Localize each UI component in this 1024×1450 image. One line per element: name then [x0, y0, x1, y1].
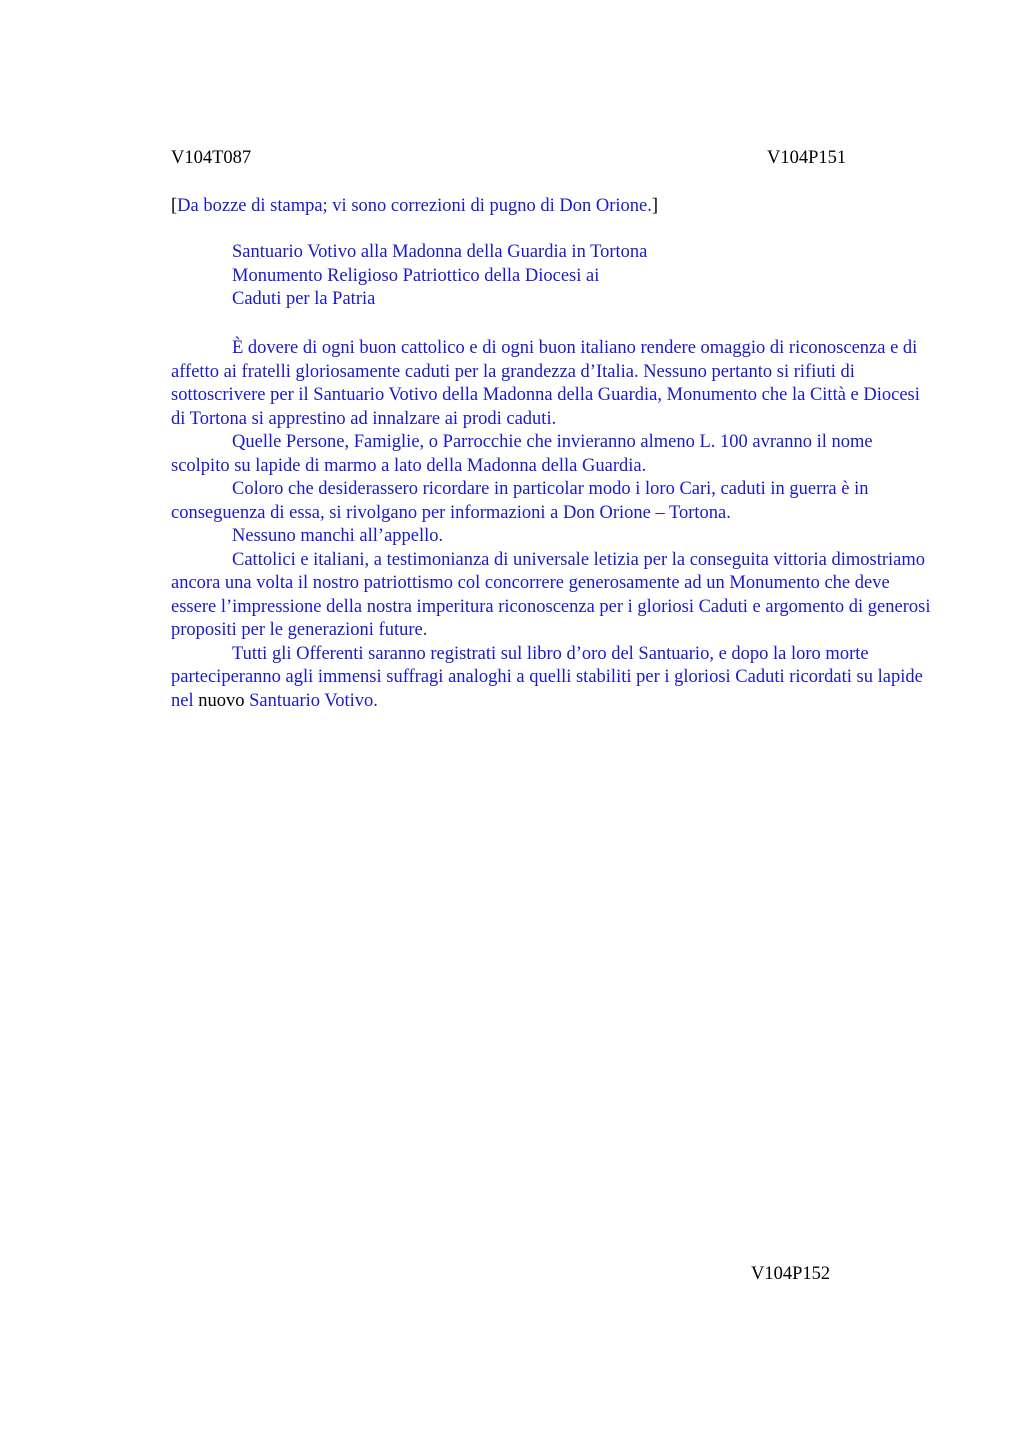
page-code: V104P151: [767, 148, 847, 168]
title-line: Monumento Religioso Patriottico della Diocesi ai: [232, 265, 600, 286]
unedited-word: nuovo: [198, 690, 245, 711]
paragraph: Nessuno manchi all’appello.: [232, 526, 444, 546]
paragraph: Cattolici e italiani, a testimonianza di universale letizia per la conseguita vittoria dimostriamo ancora una volta il nostro patriottismo col concorrere generosamente ad un Monumento che deve essere l’impressione della nostra imperitura riconoscenza per i gloriosi Caduti e argomento di generosi propositi per le generazioni future.: [171, 549, 931, 640]
document-title: [232, 241, 647, 312]
note-open-bracket: [: [171, 196, 178, 216]
paragraph-text: Tutti gli Offerenti saranno registrati sul libro d’oro del Santuario, e dopo la loro morte parteciperanno agli immensi suffragi analoghi a quelli stabiliti per i gloriosi Caduti ricordati su lapide nel: [171, 643, 923, 711]
title-line: Santuario Votivo alla Madonna della Guardia in Tortona: [232, 242, 648, 262]
note-close-bracket: ]: [651, 196, 659, 216]
document-body: [171, 337, 931, 713]
document-code: V104T087: [171, 148, 252, 168]
editorial-note: [171, 195, 658, 219]
footer-page-code: V104P152: [751, 1264, 831, 1284]
title-line: Caduti per la Patria: [232, 289, 376, 309]
paragraph-text: Santuario Votivo.: [244, 690, 378, 711]
paragraph: È dovere di ogni buon cattolico e di ogni buon italiano rendere omaggio di riconoscenza e di affetto ai fratelli gloriosamente caduti per la grandezza d’Italia. Nessuno pertanto si rifiuti di sottoscrivere per il Santuario Votivo della Madonna della Guardia, Monumento che la Città e Diocesi di Tortona si apprestino ad innalzare ai prodi caduti.: [171, 338, 920, 429]
paragraph: Coloro che desiderassero ricordare in particolar modo i loro Cari, caduti in guerra è in conseguenza di essa, si rivolgano per informazioni a Don Orione – Tortona.: [171, 479, 869, 523]
note-text: Da bozze di stampa; vi sono correzioni di pugno di Don Orione.: [177, 196, 652, 216]
paragraph: Quelle Persone, Famiglie, o Parrocchie che invieranno almeno L. 100 avranno il nome scolpito su lapide di marmo a lato della Madonna della Guardia.: [171, 432, 873, 476]
paragraph: [171, 643, 931, 714]
